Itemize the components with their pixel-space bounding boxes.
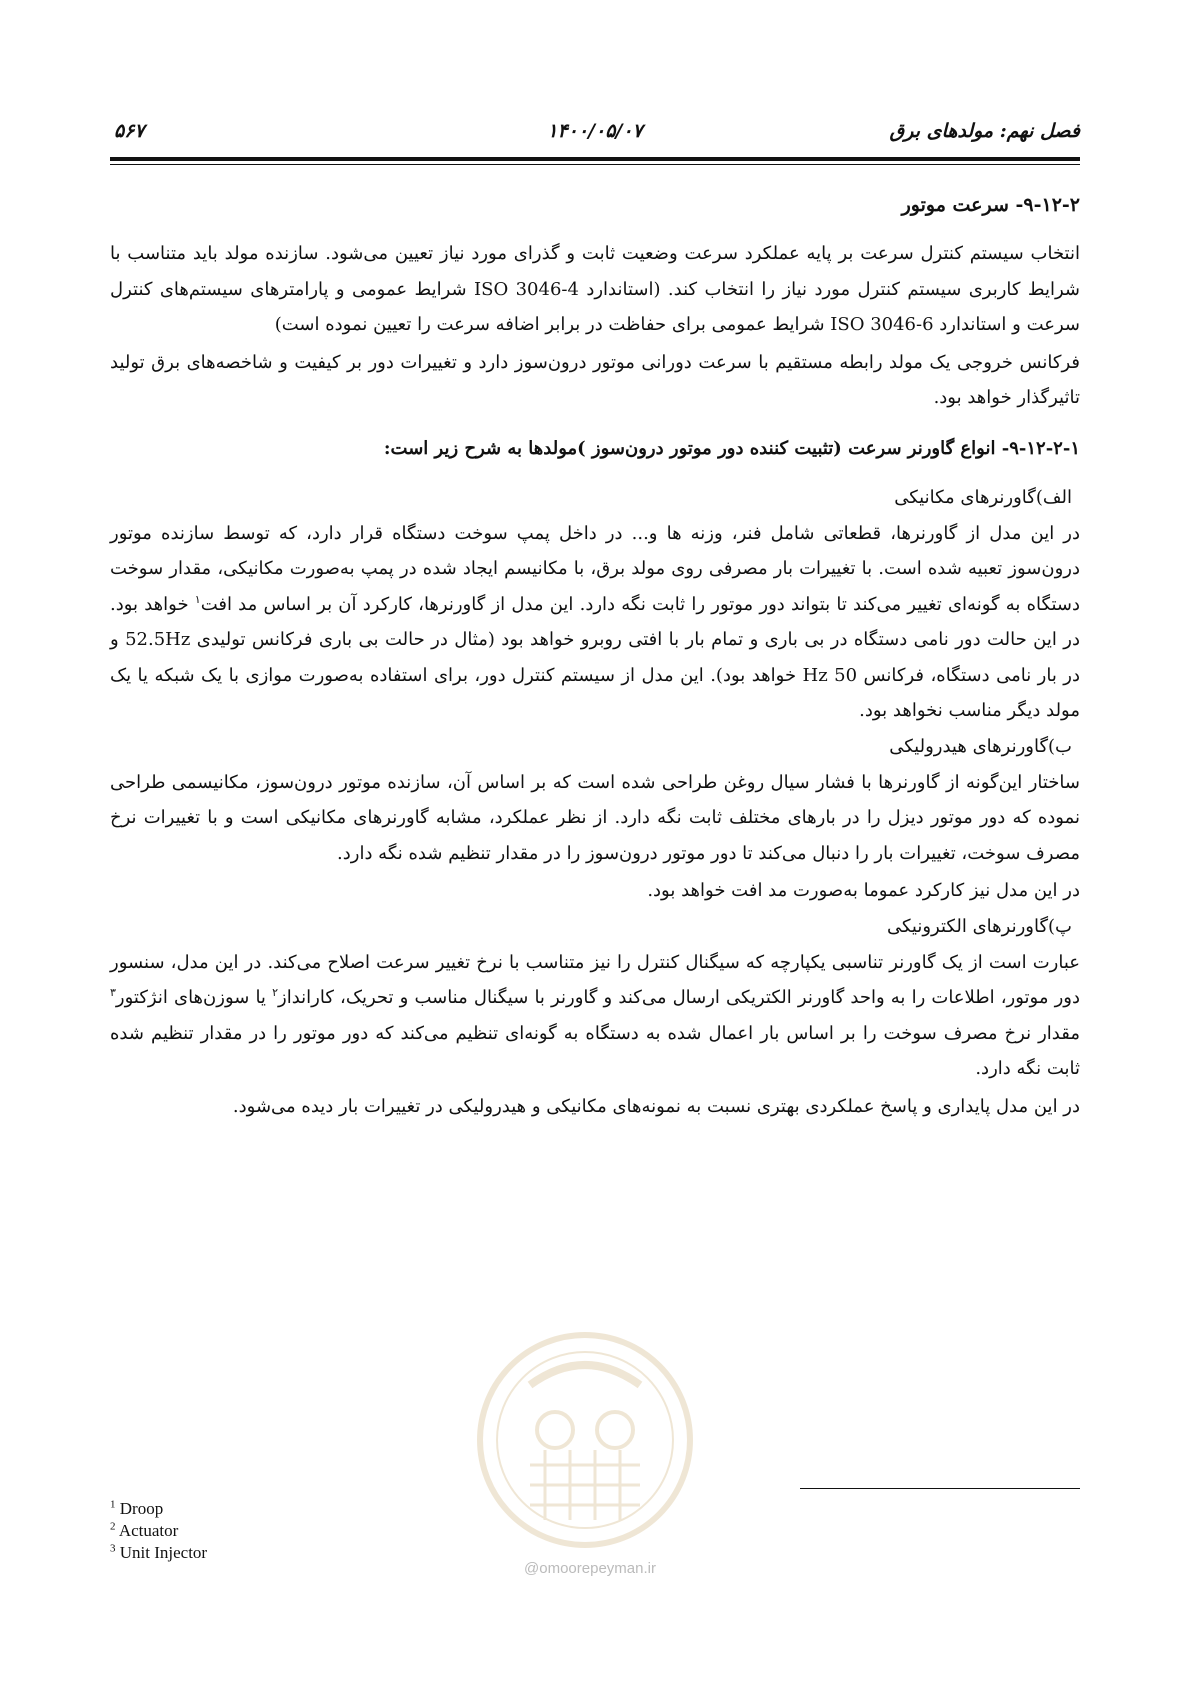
electronic-text-part-a: عبارت است از یک گاورنر تناسبی یکپارچه که سیگنال کنترل را نیز متناسب با نرخ تغییر سرعت اصلاح می‌کند. در این مدل، سنسور دور موتور، اطلاعات را به واحد گاورنر الکتریکی ارسال می‌کند و گاورنر با سیگنال مناسب و تحریک، کارانداز (110, 951, 1081, 1008)
watermark-site: @omoorepeyman.ir (524, 1560, 656, 1577)
hydraulic-governors-note: در این مدل نیز کارکرد عموما به‌صورت مد افت خواهد بود. (647, 880, 1080, 901)
mechanical-text-part-a: در این مدل از گاورنرها، قطعاتی شامل فنر، وزنه ها و... در داخل پمپ سوخت دستگاه قرار دارد، که توسط سازنده موتور درون‌سوز تعبیه شده است. با تغییرات بار مصرفی روی مولد برق، با مکانیسم ایجاد شده در پمپ به‌صورت مکانیکی، مقدار سوخت دستگاه به گونه‌ای تغییر می‌کند تا بتواند دور موتور را ثابت نگه دارد. این مدل از گاورنرها، کارکرد آن بر اساس مد افت (110, 522, 1080, 615)
hydraulic-governors-text: ساختار این‌گونه از گاورنرها با فشار سیال روغن طراحی شده است که بر اساس آن، سازنده موتور درون‌سوز، مکانیسمی طراحی نموده که دور موتور دیزل را در بارهای مختلف ثابت نگه دارد. از نظر عملکرد، مشابه گاورنرهای مکانیکی است و با تغییرات نرخ مصرف سوخت، تغییرات بار را دنبال می‌کند تا دور موتور درون‌سوز را در مقدار تنظیم شده نگه دارد. (110, 771, 1080, 864)
page-body (110, 188, 1080, 1124)
document-page (110, 0, 1080, 1684)
page-header (110, 120, 1080, 150)
chapter-title: فصل نهم: مولدهای برق (889, 120, 1080, 142)
footnote-ref-3: ۳ (110, 986, 116, 999)
footnote-3: $^3$ Unit Injector (110, 1542, 208, 1562)
electronic-governors-text (110, 945, 1080, 1087)
subsection-heading: ۹-۱۲-۲-۱- انواع گاورنر سرعت (تثبیت کننده دور موتور درون‌سوز )مولدها به شرح زیر است: (383, 437, 1080, 459)
footnote-ref-1: ۱ (194, 592, 201, 606)
section-paragraph-2: فرکانس خروجی یک مولد رابطه مستقیم با سرعت دورانی موتور درون‌سوز دارد و تغییرات دور بر کیفیت و شاخصه‌های برق تولید تاثیرگذار خواهد بود. (110, 351, 1080, 408)
footnote-1: $^1$ Droop (110, 1498, 164, 1518)
footnote-2: $^2$ Actuator (110, 1520, 179, 1540)
section-heading: ۹-۱۲-۲- سرعت موتور (901, 194, 1080, 216)
section-paragraph-1: انتخاب سیستم کنترل سرعت بر پایه عملکرد سرعت وضعیت ثابت و گذرای مورد نیاز تعیین می‌شود. سازنده مولد باید متناسب با شرایط کاربری سیستم کنترل مورد نیاز را انتخاب کند. (استاندارد ISO 3046-4 شرایط عمومی و پارامترهای سیستم‌های کنترل سرعت و استاندارد ISO 3046-6 شرایط عمومی برای حفاظت در برابر اضافه سرعت را تعیین نموده است) (110, 243, 1080, 335)
hydraulic-governors-label: ب)گاورنرهای هیدرولیکی (889, 735, 1072, 757)
footnotes (110, 1498, 410, 1564)
mechanical-governors-label: الف)گاورنرهای مکانیکی (894, 486, 1072, 508)
mechanical-text-part-b: خواهد بود. در این حالت دور نامی دستگاه در بی باری و تمام بار با افتی روبرو خواهد بود (مثال در حالت بی باری فرکانس تولیدی 52.5Hz و در بار نامی دستگاه، فرکانس 50 Hz خواهد بود). این مدل از سیستم کنترل دور، برای استفاده به‌صورت موازی با یک شبکه یا یک مولد دیگر مناسب نخواهد بود. (110, 593, 1080, 721)
mechanical-governors-text (110, 516, 1080, 729)
page-number: ۵۶۷ (114, 120, 145, 142)
header-rule-thick (110, 157, 1080, 161)
electronic-governors-label: پ)گاورنرهای الکترونیکی (886, 915, 1072, 937)
electronic-text-part-c: مقدار نرخ مصرف سوخت را بر اساس بار اعمال شده به دستگاه به گونه‌ای تنظیم می‌کند که دور موتور را در مقدار تنظیم شده ثابت نگه دارد. (110, 1022, 1080, 1079)
electronic-text-part-b: یا سوزن‌های انژکتور (115, 987, 273, 1008)
footnote-separator (800, 1488, 1080, 1489)
footnote-ref-2: ۲ (272, 986, 278, 999)
header-date: ۱۴۰۰/۰۵/۰۷ (547, 120, 643, 142)
header-rule-thin (110, 164, 1080, 165)
electronic-governors-note: در این مدل پایداری و پاسخ عملکردی بهتری نسبت به نمونه‌های مکانیکی و هیدرولیکی در تغییرات بار دیده می‌شود. (232, 1095, 1080, 1117)
